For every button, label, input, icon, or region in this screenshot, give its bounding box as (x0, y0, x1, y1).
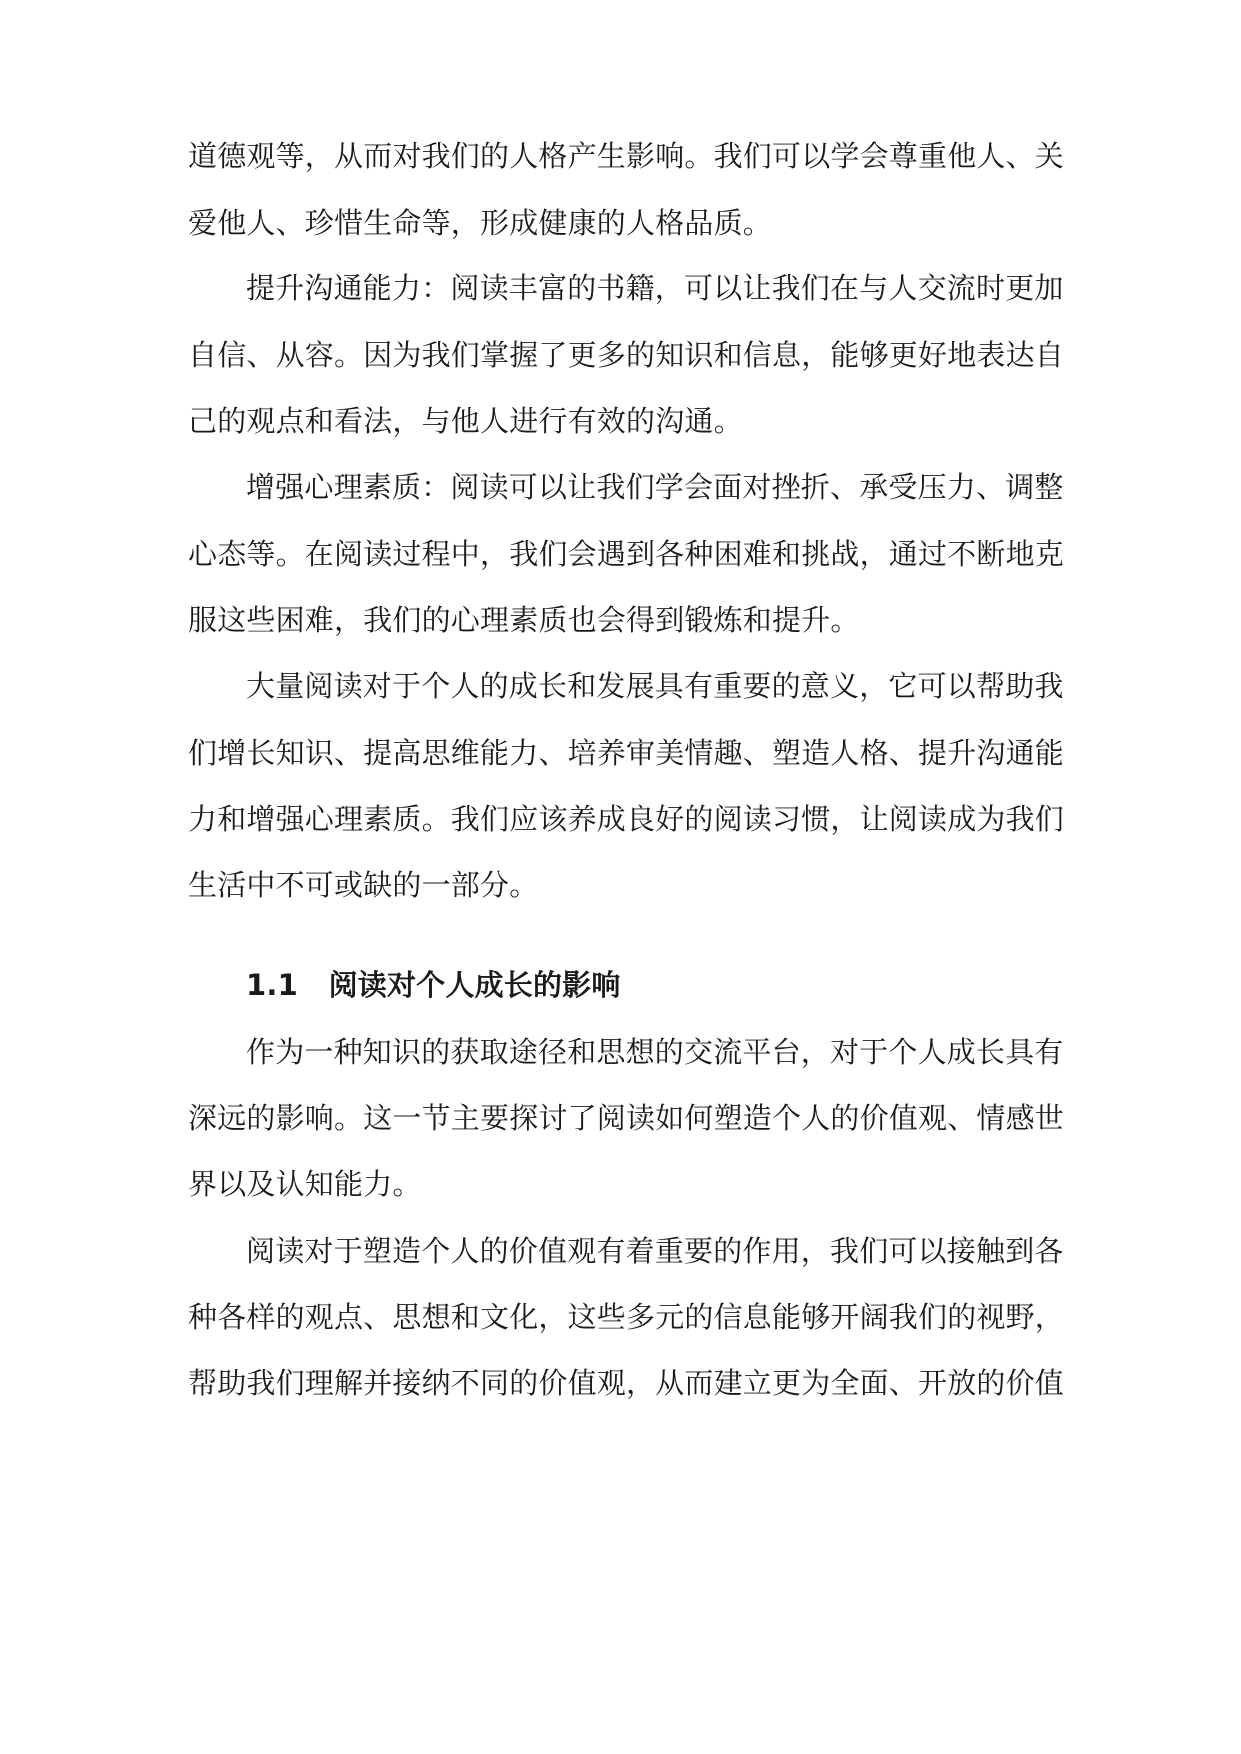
paragraph-line: 提升沟通能力：阅读丰富的书籍，可以让我们在与人交流时更加 (246, 271, 1064, 305)
paragraph-line: 服这些困难，我们的心理素质也会得到锻炼和提升。 (188, 603, 860, 637)
paragraph-line: 爱他人、珍惜生命等，形成健康的人格品质。 (188, 206, 773, 240)
paragraph-line: 力和增强心理素质。我们应该养成良好的阅读习惯，让阅读成为我们 (188, 802, 1065, 836)
paragraph-line: 深远的影响。这一节主要探讨了阅读如何塑造个人的价值观、情感世 (188, 1101, 1065, 1135)
paragraph-line: 阅读对于塑造个人的价值观有着重要的作用，我们可以接触到各 (246, 1234, 1064, 1268)
paragraph-line: 种各样的观点、思想和文化，这些多元的信息能够开阔我们的视野， (188, 1300, 1065, 1334)
paragraph-line: 大量阅读对于个人的成长和发展具有重要的意义，它可以帮助我 (246, 669, 1064, 703)
paragraph-line: 帮助我们理解并接纳不同的价值观，从而建立更为全面、开放的价值 (188, 1366, 1065, 1400)
paragraph-line: 生活中不可或缺的一部分。 (188, 868, 539, 902)
paragraph-line: 们增长知识、提高思维能力、培养审美情趣、塑造人格、提升沟通能 (188, 736, 1065, 770)
paragraph-line: 自信、从容。因为我们掌握了更多的知识和信息，能够更好地表达自 (188, 338, 1065, 372)
section-title: 阅读对个人成长的影响 (328, 968, 621, 1002)
section-heading (246, 965, 621, 1005)
paragraph-line: 己的观点和看法，与他人进行有效的沟通。 (188, 404, 743, 438)
paragraph-line: 界以及认知能力。 (188, 1167, 422, 1201)
paragraph-line: 作为一种知识的获取途径和思想的交流平台，对于个人成长具有 (246, 1035, 1064, 1069)
paragraph-line: 心态等。在阅读过程中，我们会遇到各种困难和挑战，通过不断地克 (188, 537, 1065, 571)
paragraph-line: 道德观等，从而对我们的人格产生影响。我们可以学会尊重他人、关 (188, 139, 1065, 173)
paragraph-line: 增强心理素质：阅读可以让我们学会面对挫折、承受压力、调整 (246, 470, 1064, 504)
section-number: 1.1 (246, 968, 298, 1002)
